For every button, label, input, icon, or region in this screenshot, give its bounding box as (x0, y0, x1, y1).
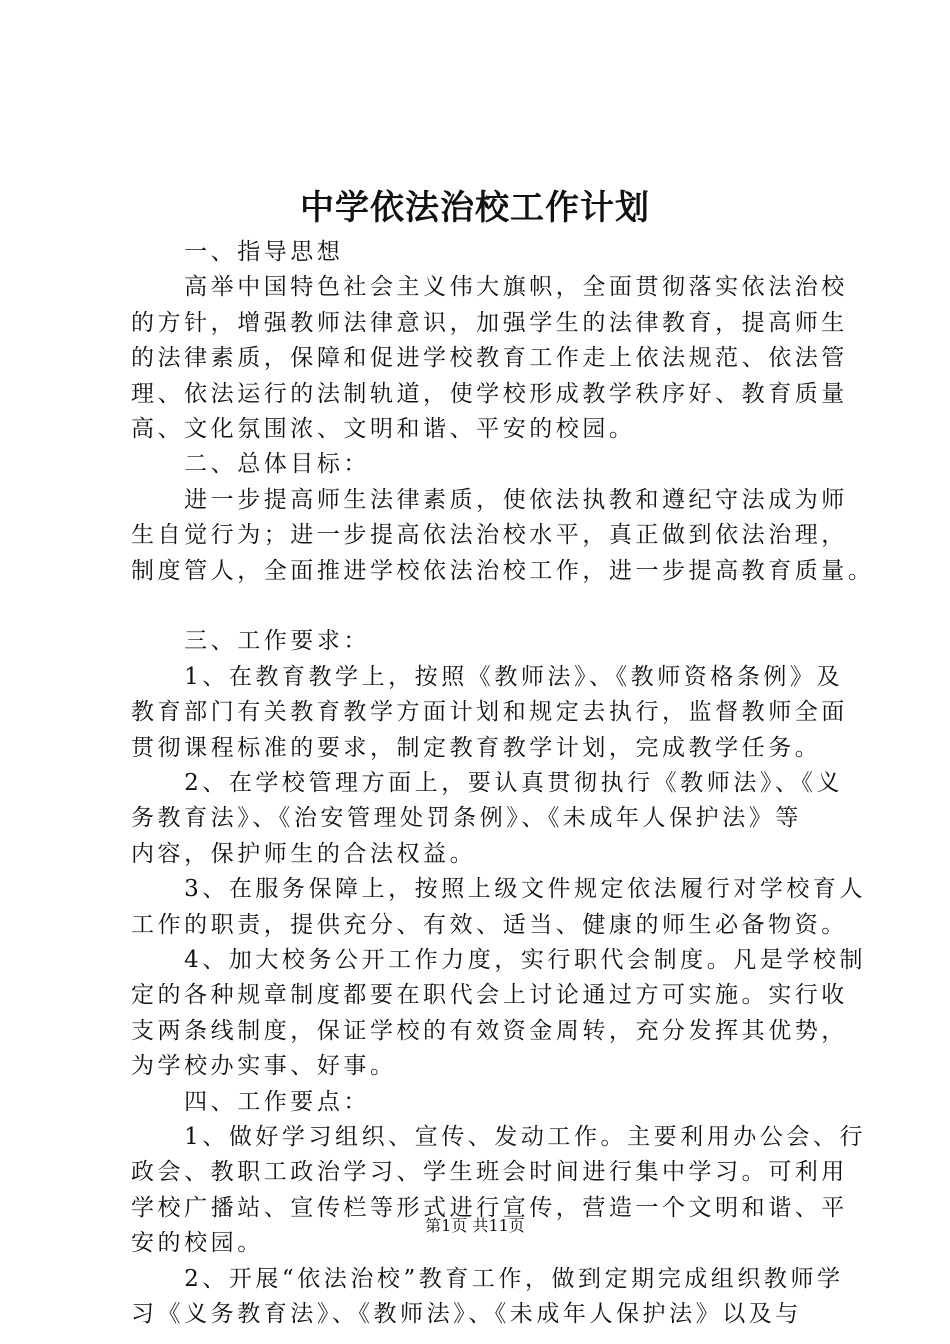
body-line: 为学校办实事、好事。 (131, 1053, 397, 1080)
body-line: 高举中国特色社会主义伟大旗帜，全面贯彻落实依法治校 (131, 274, 848, 301)
body-line: 四、工作要点： (131, 1088, 370, 1115)
body-line: 进一步提高师生法律素质，使依法执教和遵纪守法成为师 (131, 486, 848, 513)
body-line: 内容，保护师生的合法权益。 (131, 840, 477, 867)
body-line: 三、工作要求： (131, 628, 370, 655)
body-line: 的方针，增强教师法律意识，加强学生的法律教育，提高师生 (131, 309, 848, 336)
body-line: 高、文化氛围浓、文明和谐、平安的校园。 (131, 416, 636, 442)
body-line: 工作的职责，提供充分、有效、适当、健康的师生必备物资。 (131, 911, 848, 938)
body-line: 1、在教育教学上，按照《教师法》、《教师资格条例》及 (131, 663, 844, 690)
body-line: 4、加大校务公开工作力度，实行职代会制度。凡是学校制 (131, 947, 867, 973)
body-line: 学校广播站、宣传栏等形式进行宣传，营造一个文明和谐、平 (131, 1194, 848, 1221)
body-line: 生自觉行为；进一步提高依法治校水平，真正做到依法治理， (131, 522, 848, 549)
body-line: 一、指导思想 (131, 239, 344, 265)
body-line: 3、在服务保障上，按照上级文件规定依法履行对学校育人 (131, 876, 867, 903)
body-line: 定的各种规章制度都要在职代会上讨论通过方可实施。实行收 (131, 982, 848, 1009)
body-line: 2、开展“依法治校”教育工作，做到定期完成组织教师学 (131, 1265, 844, 1292)
body-line: 安的校园。 (131, 1230, 264, 1257)
body-line: 贯彻课程标准的要求，制定教育教学计划，完成教学任务。 (131, 734, 822, 761)
body-line: 2、在学校管理方面上，要认真贯彻执行《教师法》、《义 (131, 770, 844, 796)
page-footer: 第1页 共11页 (425, 1216, 525, 1235)
body-line: 习《义务教育法》、《教师法》、《未成年人保护法》以及与 (131, 1301, 802, 1327)
body-line: 二、总体目标： (131, 451, 370, 478)
body-line: 支两条线制度，保证学校的有效资金周转，充分发挥其优势， (131, 1017, 848, 1044)
body-line: 政会、教职工政治学习、学生班会时间进行集中学习。可利用 (131, 1159, 848, 1186)
body-line: 制度管人，全面推进学校依法治校工作，进一步提高教育质量。 (131, 557, 875, 584)
body-line: 理、依法运行的法制轨道，使学校形成教学秩序好、教育质量 (131, 380, 848, 407)
page-title: 中学依法治校工作计划 (300, 188, 650, 228)
body-line: 的法律素质，保障和促进学校教育工作走上依法规范、依法管 (131, 345, 848, 372)
body-line: 1、做好学习组织、宣传、发动工作。主要利用办公会、行 (131, 1124, 867, 1150)
body-line: 务教育法》、《治安管理处罚条例》、《未成年人保护法》等 (131, 805, 802, 832)
body-line: 教育部门有关教育教学方面计划和规定去执行，监督教师全面 (131, 699, 848, 726)
